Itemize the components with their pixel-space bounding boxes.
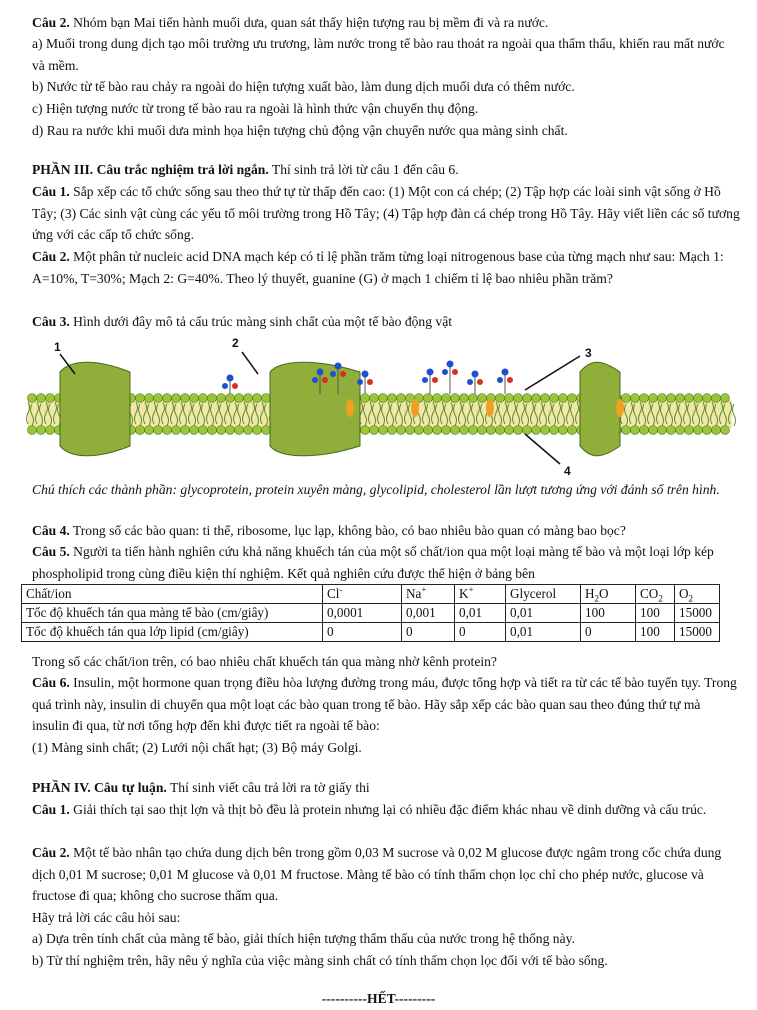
lipid-head xyxy=(262,394,271,403)
lipid-head xyxy=(28,394,37,403)
sugar-red xyxy=(232,383,238,389)
cholesterol xyxy=(616,399,624,417)
sugar-blue xyxy=(357,379,363,385)
cholesterol xyxy=(411,399,419,417)
table-row xyxy=(22,623,720,642)
q2-option-d: d) Rau ra nước khi muối dưa minh họa hiện tượng chủ động vận chuyển nước qua màng sinh chất. xyxy=(32,123,568,138)
transmembrane-protein xyxy=(580,362,620,456)
membrane-diagram xyxy=(20,334,740,484)
lipid-head xyxy=(172,426,181,435)
diffusion-table xyxy=(21,584,720,642)
lipid-head xyxy=(559,426,568,435)
lipid-head xyxy=(487,426,496,435)
table-cell: 100 xyxy=(636,604,675,623)
pointer-line-3 xyxy=(525,356,580,390)
sugar-blue xyxy=(330,371,336,377)
lipid-head xyxy=(532,426,541,435)
lipid-head xyxy=(622,394,631,403)
lipid-head xyxy=(46,426,55,435)
lipid-head xyxy=(721,394,730,403)
lipid-head xyxy=(226,426,235,435)
lipid-head xyxy=(145,426,154,435)
sugar-blue xyxy=(222,383,228,389)
part3-q6: Câu 6. Insulin, một hormone quan trọng điều hòa lượng đường trong máu, được tổng hợp và tiết ra từ các tế bào tuyến tụy. Trong quá trình này, insulin di chuyển qua một loạt các bào quan trong tế bào. Hãy sắp xếp các bào quan sau theo đúng thứ tự mà insulin đi qua, từ nơi tổng hợp đến khi được tiết ra ngoài tế bào: xyxy=(32,675,737,733)
part3-q3: Câu 3. Hình dưới đây mô tả cấu trúc màng sinh chất của một tế bào động vật xyxy=(32,314,453,329)
lipid-head xyxy=(478,394,487,403)
lipid-head xyxy=(46,394,55,403)
lipid-head xyxy=(370,394,379,403)
part4-q2: Câu 2. Một tế bào nhân tạo chứa dung dịch bên trong gồm 0,03 M sucrose và 0,02 M glucose được ngâm trong cốc chứa dung dịch 0,01 M sucrose; 0,01 M glucose và 0,01 M fructose. Màng tế bào có tính thấm chọn lọc chỉ cho phép nước, glucose và fructose đi qua; không cho sucrose thấm qua. xyxy=(32,845,722,903)
table-cell: 15000 xyxy=(675,604,720,623)
table-header-row xyxy=(22,585,720,604)
table-cell: 100 xyxy=(636,623,675,642)
lipid-head xyxy=(370,426,379,435)
lipid-head xyxy=(433,426,442,435)
figure-label-2: 2 xyxy=(232,336,239,350)
table-cell: 0 xyxy=(323,623,402,642)
sugar-blue xyxy=(317,369,324,376)
table-header-cell: Cl- xyxy=(323,585,402,604)
lipid-head xyxy=(523,394,532,403)
lipid-head xyxy=(442,426,451,435)
lipid-head xyxy=(514,426,523,435)
q2-statement: Câu 2. Nhóm bạn Mai tiến hành muối dưa, quan sát thấy hiện tượng rau bị mềm đi và ra nước. xyxy=(32,15,549,30)
lipid-head xyxy=(658,394,667,403)
sugar-blue xyxy=(422,377,428,383)
lipid-head xyxy=(469,394,478,403)
sugar-blue xyxy=(227,375,234,382)
lipid-head xyxy=(676,394,685,403)
lipid-head xyxy=(550,426,559,435)
lipid-head xyxy=(235,426,244,435)
lipid-head xyxy=(694,426,703,435)
table-cell: Tốc độ khuếch tán qua màng tế bào (cm/giây) xyxy=(22,604,323,623)
lipid-head xyxy=(703,426,712,435)
lipid-head xyxy=(217,426,226,435)
part3-heading: PHẦN III. Câu trắc nghiệm trả lời ngắn. Thí sinh trả lời từ câu 1 đến câu 6. xyxy=(32,162,459,177)
lipid-head xyxy=(208,426,217,435)
lipid-head xyxy=(541,394,550,403)
q3-caption: Chú thích các thành phần: glycoprotein, protein xuyên màng, glycolipid, cholesterol lần lượt tương ứng với đánh số trên hình. xyxy=(32,482,720,497)
table-header-cell: Chất/ion xyxy=(22,585,323,604)
lipid-head xyxy=(226,394,235,403)
table-header-cell: K+ xyxy=(455,585,506,604)
lipid-head xyxy=(361,426,370,435)
sugar-blue xyxy=(427,369,434,376)
lipid-head xyxy=(622,426,631,435)
q2-option-b: b) Nước từ tế bào rau chảy ra ngoài do hiện tượng xuất bào, làm dung dịch muối dưa có thêm nước. xyxy=(32,79,575,94)
lipid-head xyxy=(631,394,640,403)
lipid-head xyxy=(244,394,253,403)
lipid-head xyxy=(694,394,703,403)
lipid-head xyxy=(460,426,469,435)
sugar-blue xyxy=(312,377,318,383)
lipid-head xyxy=(28,426,37,435)
sugar-blue xyxy=(362,371,369,378)
lipid-head xyxy=(136,426,145,435)
table-row xyxy=(22,604,720,623)
sugar-red xyxy=(477,379,483,385)
lipid-head xyxy=(415,426,424,435)
lipid-head xyxy=(199,394,208,403)
sugar-red xyxy=(340,371,346,377)
sugar-blue xyxy=(472,371,479,378)
lipid-head xyxy=(406,426,415,435)
sugar-blue xyxy=(467,379,473,385)
lipid-head xyxy=(451,426,460,435)
lipid-head xyxy=(397,426,406,435)
lipid-head xyxy=(478,426,487,435)
lipid-head xyxy=(676,426,685,435)
table-header-cell: $CO_2$ xyxy=(636,585,675,604)
lipid-head xyxy=(658,426,667,435)
lipid-head xyxy=(712,394,721,403)
lipid-head xyxy=(685,394,694,403)
part4-q2-b: b) Từ thí nghiệm trên, hãy nêu ý nghĩa của việc màng sinh chất có tính thấm chọn lọc đối với tế bào sống. xyxy=(32,953,608,968)
lipid-head xyxy=(262,426,271,435)
lipid-head xyxy=(253,426,262,435)
lipid-head xyxy=(154,394,163,403)
lipid-head xyxy=(388,426,397,435)
part4-heading: PHẦN IV. Câu tự luận. Thí sinh viết câu trả lời ra tờ giấy thi xyxy=(32,780,370,795)
lipid-head xyxy=(136,394,145,403)
lipid-head xyxy=(442,394,451,403)
lipid-head xyxy=(460,394,469,403)
lipid-head xyxy=(559,394,568,403)
sugar-red xyxy=(367,379,373,385)
lipid-head xyxy=(667,426,676,435)
lipid-tail xyxy=(733,404,736,426)
cholesterol xyxy=(486,399,494,417)
q5-question: Trong số các chất/ion trên, có bao nhiêu chất khuếch tán qua màng nhờ kênh protein? xyxy=(32,654,497,669)
lipid-head xyxy=(424,394,433,403)
part3-q5: Câu 5. Người ta tiến hành nghiên cứu khả năng khuếch tán của một số chất/ion qua một loại màng tế bào và một loại lớp kép phospholipid trong cùng điều kiện thí nghiệm. Kết quả nghiên cứu được thể hiện ở bảng bên xyxy=(32,544,714,581)
sugar-blue xyxy=(502,369,509,376)
part3-q2: Câu 2. Một phân tử nucleic acid DNA mạch kép có tỉ lệ phần trăm từng loại nitrogenous base của từng mạch như sau: Mạch 1: A=10%, T=30%; Mạch 2: G=40%. Theo lý thuyết, guanine (G) ở mạch 1 chiếm tỉ lệ bao nhiêu phần trăm? xyxy=(32,249,724,286)
pointer-line-2 xyxy=(242,352,258,374)
lipid-head xyxy=(496,394,505,403)
sugar-red xyxy=(432,377,438,383)
table-cell: 0,01 xyxy=(506,623,581,642)
table-cell: 0,01 xyxy=(506,604,581,623)
cholesterol xyxy=(346,399,354,417)
q2-option-a: a) Muối trong dung dịch tạo môi trường ưu trương, làm nước trong tế bào rau thoát ra ngoài qua thẩm thấu, khiến rau mất nước và mềm. xyxy=(32,36,725,73)
sugar-red xyxy=(507,377,513,383)
table-header-cell: $H_2O$ xyxy=(581,585,636,604)
lipid-head xyxy=(37,394,46,403)
lipid-head xyxy=(469,426,478,435)
lipid-head xyxy=(667,394,676,403)
table-cell: 0 xyxy=(455,623,506,642)
lipid-head xyxy=(379,394,388,403)
lipid-head xyxy=(235,394,244,403)
lipid-head xyxy=(181,394,190,403)
end-marker: ----------HẾT--------- xyxy=(321,991,436,1006)
lipid-head xyxy=(397,394,406,403)
lipid-head xyxy=(568,394,577,403)
lipid-head xyxy=(361,394,370,403)
table-cell: 15000 xyxy=(675,623,720,642)
part4-q1: Câu 1. Giải thích tại sao thịt lợn và thịt bò đều là protein nhưng lại có nhiều đặc điểm khác nhau về dinh dưỡng và cấu trúc. xyxy=(32,802,707,817)
lipid-head xyxy=(208,394,217,403)
part3-q1: Câu 1. Sắp xếp các tổ chức sống sau theo thứ tự từ thấp đến cao: (1) Một con cá chép; (2) Tập hợp các loài sinh vật sống ở Hồ Tây; (3) Các sinh vật cùng các yếu tố môi trường trong Hồ Tây; (4) Tập hợp đàn cá chép trong Hồ Tây. Hãy viết liền các số tương ứng với các cấp tổ chức sống. xyxy=(32,184,740,242)
table-header-cell: Na+ xyxy=(402,585,455,604)
lipid-head xyxy=(172,394,181,403)
lipid-head xyxy=(253,394,262,403)
sugar-red xyxy=(322,377,328,383)
table-cell: 0,01 xyxy=(455,604,506,623)
lipid-head xyxy=(190,426,199,435)
lipid-head xyxy=(514,394,523,403)
part3-q4: Câu 4. Trong số các bào quan: ti thể, ribosome, lục lạp, không bào, có bao nhiêu bào quan có màng bao bọc? xyxy=(32,523,626,538)
lipid-head xyxy=(424,426,433,435)
table-cell: 0 xyxy=(581,623,636,642)
lipid-head xyxy=(433,394,442,403)
lipid-head xyxy=(379,426,388,435)
lipid-head xyxy=(568,426,577,435)
sugar-red xyxy=(452,369,458,375)
lipid-head xyxy=(703,394,712,403)
lipid-head xyxy=(154,426,163,435)
lipid-head xyxy=(523,426,532,435)
figure-label-4: 4 xyxy=(564,464,571,478)
lipid-head xyxy=(505,394,514,403)
table-cell: 0 xyxy=(402,623,455,642)
lipid-head xyxy=(649,394,658,403)
lipid-head xyxy=(145,394,154,403)
table-header-cell: $O_2$ xyxy=(675,585,720,604)
lipid-head xyxy=(496,426,505,435)
part4-q2-a: a) Dựa trên tính chất của màng tế bào, giải thích hiện tượng thẩm thấu của nước trong hệ thống này. xyxy=(32,931,575,946)
sugar-blue xyxy=(497,377,503,383)
lipid-head xyxy=(550,394,559,403)
sugar-blue xyxy=(335,363,342,370)
lipid-head xyxy=(631,426,640,435)
pointer-line-4 xyxy=(525,434,560,464)
lipid-head xyxy=(244,426,253,435)
part4-q2-prompt: Hãy trả lời các câu hỏi sau: xyxy=(32,910,181,925)
lipid-head xyxy=(190,394,199,403)
lipid-head xyxy=(181,426,190,435)
lipid-head xyxy=(163,394,172,403)
sugar-blue xyxy=(442,369,448,375)
q2-option-c: c) Hiện tượng nước từ trong tế bào rau ra ngoài là hình thức vận chuyển thụ động. xyxy=(32,101,479,116)
lipid-head xyxy=(640,394,649,403)
lipid-head xyxy=(541,426,550,435)
table-cell: 0,0001 xyxy=(323,604,402,623)
lipid-head xyxy=(388,394,397,403)
figure-label-3: 3 xyxy=(585,346,592,360)
lipid-head xyxy=(721,426,730,435)
table-cell: 0,001 xyxy=(402,604,455,623)
lipid-head xyxy=(685,426,694,435)
q6-options: (1) Màng sinh chất; (2) Lưới nội chất hạt; (3) Bộ máy Golgi. xyxy=(32,740,362,755)
lipid-head xyxy=(451,394,460,403)
lipid-head xyxy=(505,426,514,435)
lipid-head xyxy=(199,426,208,435)
lipid-head xyxy=(163,426,172,435)
lipid-head xyxy=(640,426,649,435)
figure-label-1: 1 xyxy=(54,340,61,354)
lipid-head xyxy=(37,426,46,435)
lipid-head xyxy=(712,426,721,435)
sugar-blue xyxy=(447,361,454,368)
cell-membrane-figure xyxy=(20,334,740,484)
table-header-cell: Glycerol xyxy=(506,585,581,604)
transmembrane-protein xyxy=(60,362,130,456)
table-cell: 100 xyxy=(581,604,636,623)
lipid-head xyxy=(532,394,541,403)
lipid-head xyxy=(649,426,658,435)
table-cell: Tốc độ khuếch tán qua lớp lipid (cm/giây) xyxy=(22,623,323,642)
lipid-head xyxy=(217,394,226,403)
